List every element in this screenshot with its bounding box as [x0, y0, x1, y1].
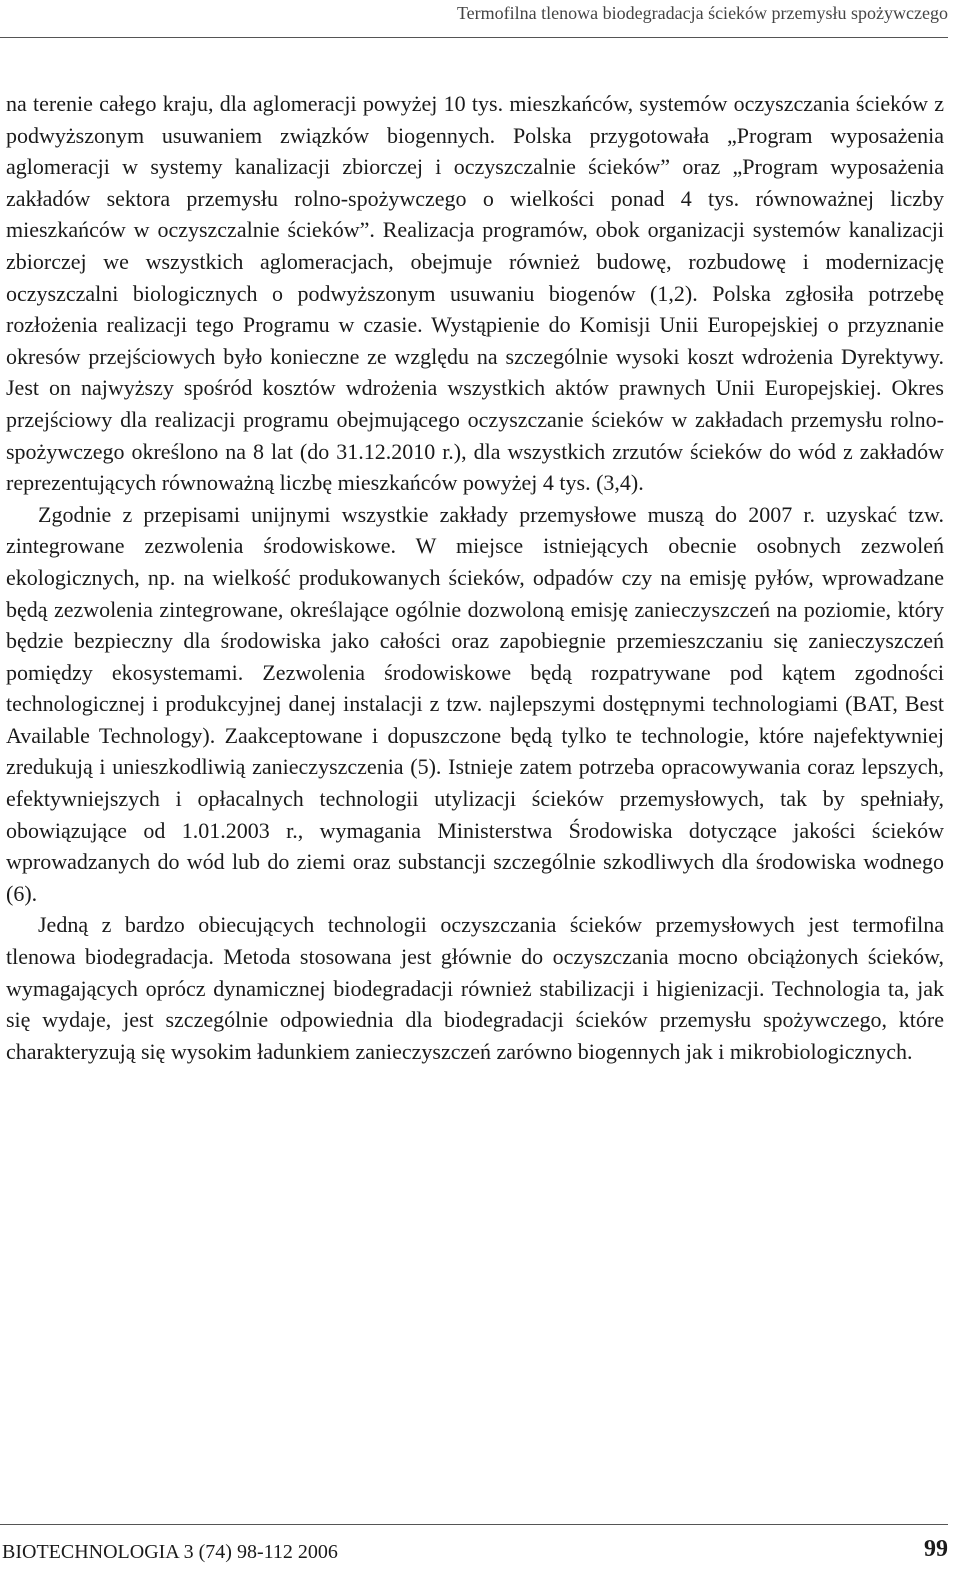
journal-citation: BIOTECHNOLOGIA 3 (74) 98-112 2006	[2, 1541, 338, 1563]
paragraph-1: na terenie całego kraju, dla aglomeracji powyżej 10 tys. mieszkańców, systemów oczyszczania ścieków z podwyższonym usuwaniem związków biogennych. Polska przygotowała „Program wyposażenia aglomeracji w systemy kanalizacji zbiorczej i oczyszczalnie ścieków” oraz „Program wyposażenia zakładów sektora przemysłu rolno-spożywczego o wielkości ponad 4 tys. równoważnej liczby mieszkańców w oczyszczalnie ścieków”. Realizacja programów, obok organizacji systemów kanalizacji zbiorczej we wszystkich aglomeracjach, obejmuje również budowę, rozbudowę i modernizację oczyszczalni biologicznych o podwyższonym usuwaniu biogenów (1,2). Polska zgłosiła potrzebę rozłożenia realizacji tego Programu w czasie. Wystąpienie do Komisji Unii Europejskiej o przyznanie okresów przejściowych było konieczne ze względu na szczególnie wysoki koszt wdrożenia Dyrektywy. Jest on najwyższy spośród kosztów wdrożenia wszystkich aktów prawnych Unii Europejskiej. Okres przejściowy dla realizacji programu obejmującego oczyszczanie ścieków w zakładach przemysłu rolno-spożywczego określono na 8 lat (do 31.12.2010 r.), dla wszystkich zrzutów ścieków do wód z zakładów reprezentujących równoważną liczbę mieszkańców powyżej 4 tys. (3,4).	[6, 91, 944, 496]
body-text	[6, 88, 944, 1067]
paragraph-2: Zgodnie z przepisami unijnymi wszystkie zakłady przemysłowe muszą do 2007 r. uzyskać tzw. zintegrowane zezwolenia środowiskowe. W miejsce istniejących obecnie osobnych zezwoleń ekologicznych, np. na wielkość produkowanych ścieków, odpadów czy na emisję pyłów, wprowadzane będą zezwolenia zintegrowane, określające ogólnie dozwoloną emisję zanieczyszczeń na poziomie, który będzie bezpieczny dla środowiska jako całości oraz zapobiegnie przemieszczaniu się zanieczyszczeń pomiędzy ekosystemami. Zezwolenia środowiskowe będą rozpatrywane pod kątem zgodności technologicznej i produkcyjnej danej instalacji z tzw. najlepszymi dostępnymi technologiami (BAT, Best Available Technology). Zaakceptowane i dopuszczone będą tylko te technologie, które najefektywniej zredukują i unieszkodliwią zanieczyszczenia (5). Istnieje zatem potrzeba opracowywania coraz lepszych, efektywniejszych i opłacalnych technologii utylizacji ścieków przemysłowych, tak by spełniały, obowiązujące od 1.01.2003 r., wymagania Ministerstwa Środowiska dotyczące jakości ścieków wprowadzanych do wód lub do ziemi oraz substancji szczególnie szkodliwych dla środowiska wodnego (6).	[6, 501, 944, 906]
footer-rule	[0, 1524, 948, 1525]
paragraph-3: Jedną z bardzo obiecujących technologii oczyszczania ścieków przemysłowych jest termofilna tlenowa biodegradacja. Metoda stosowana jest głównie do oczyszczania mocno obciążonych ścieków, wymagających oprócz dynamicznej biodegradacji również stabilizacji i higienizacji. Technologia ta, jak się wydaje, jest szczególnie odpowiednia dla biodegradacji ścieków przemysłu spożywczego, które charakteryzują się wysokim ładunkiem zanieczyszczeń zarówno biogennych jak i mikrobiologicznych.	[6, 912, 944, 1064]
running-head: Termofilna tlenowa biodegradacja ścieków przemysłu spożywczego	[456, 3, 948, 23]
page-number: 99	[924, 1536, 948, 1562]
header-rule	[0, 37, 948, 38]
